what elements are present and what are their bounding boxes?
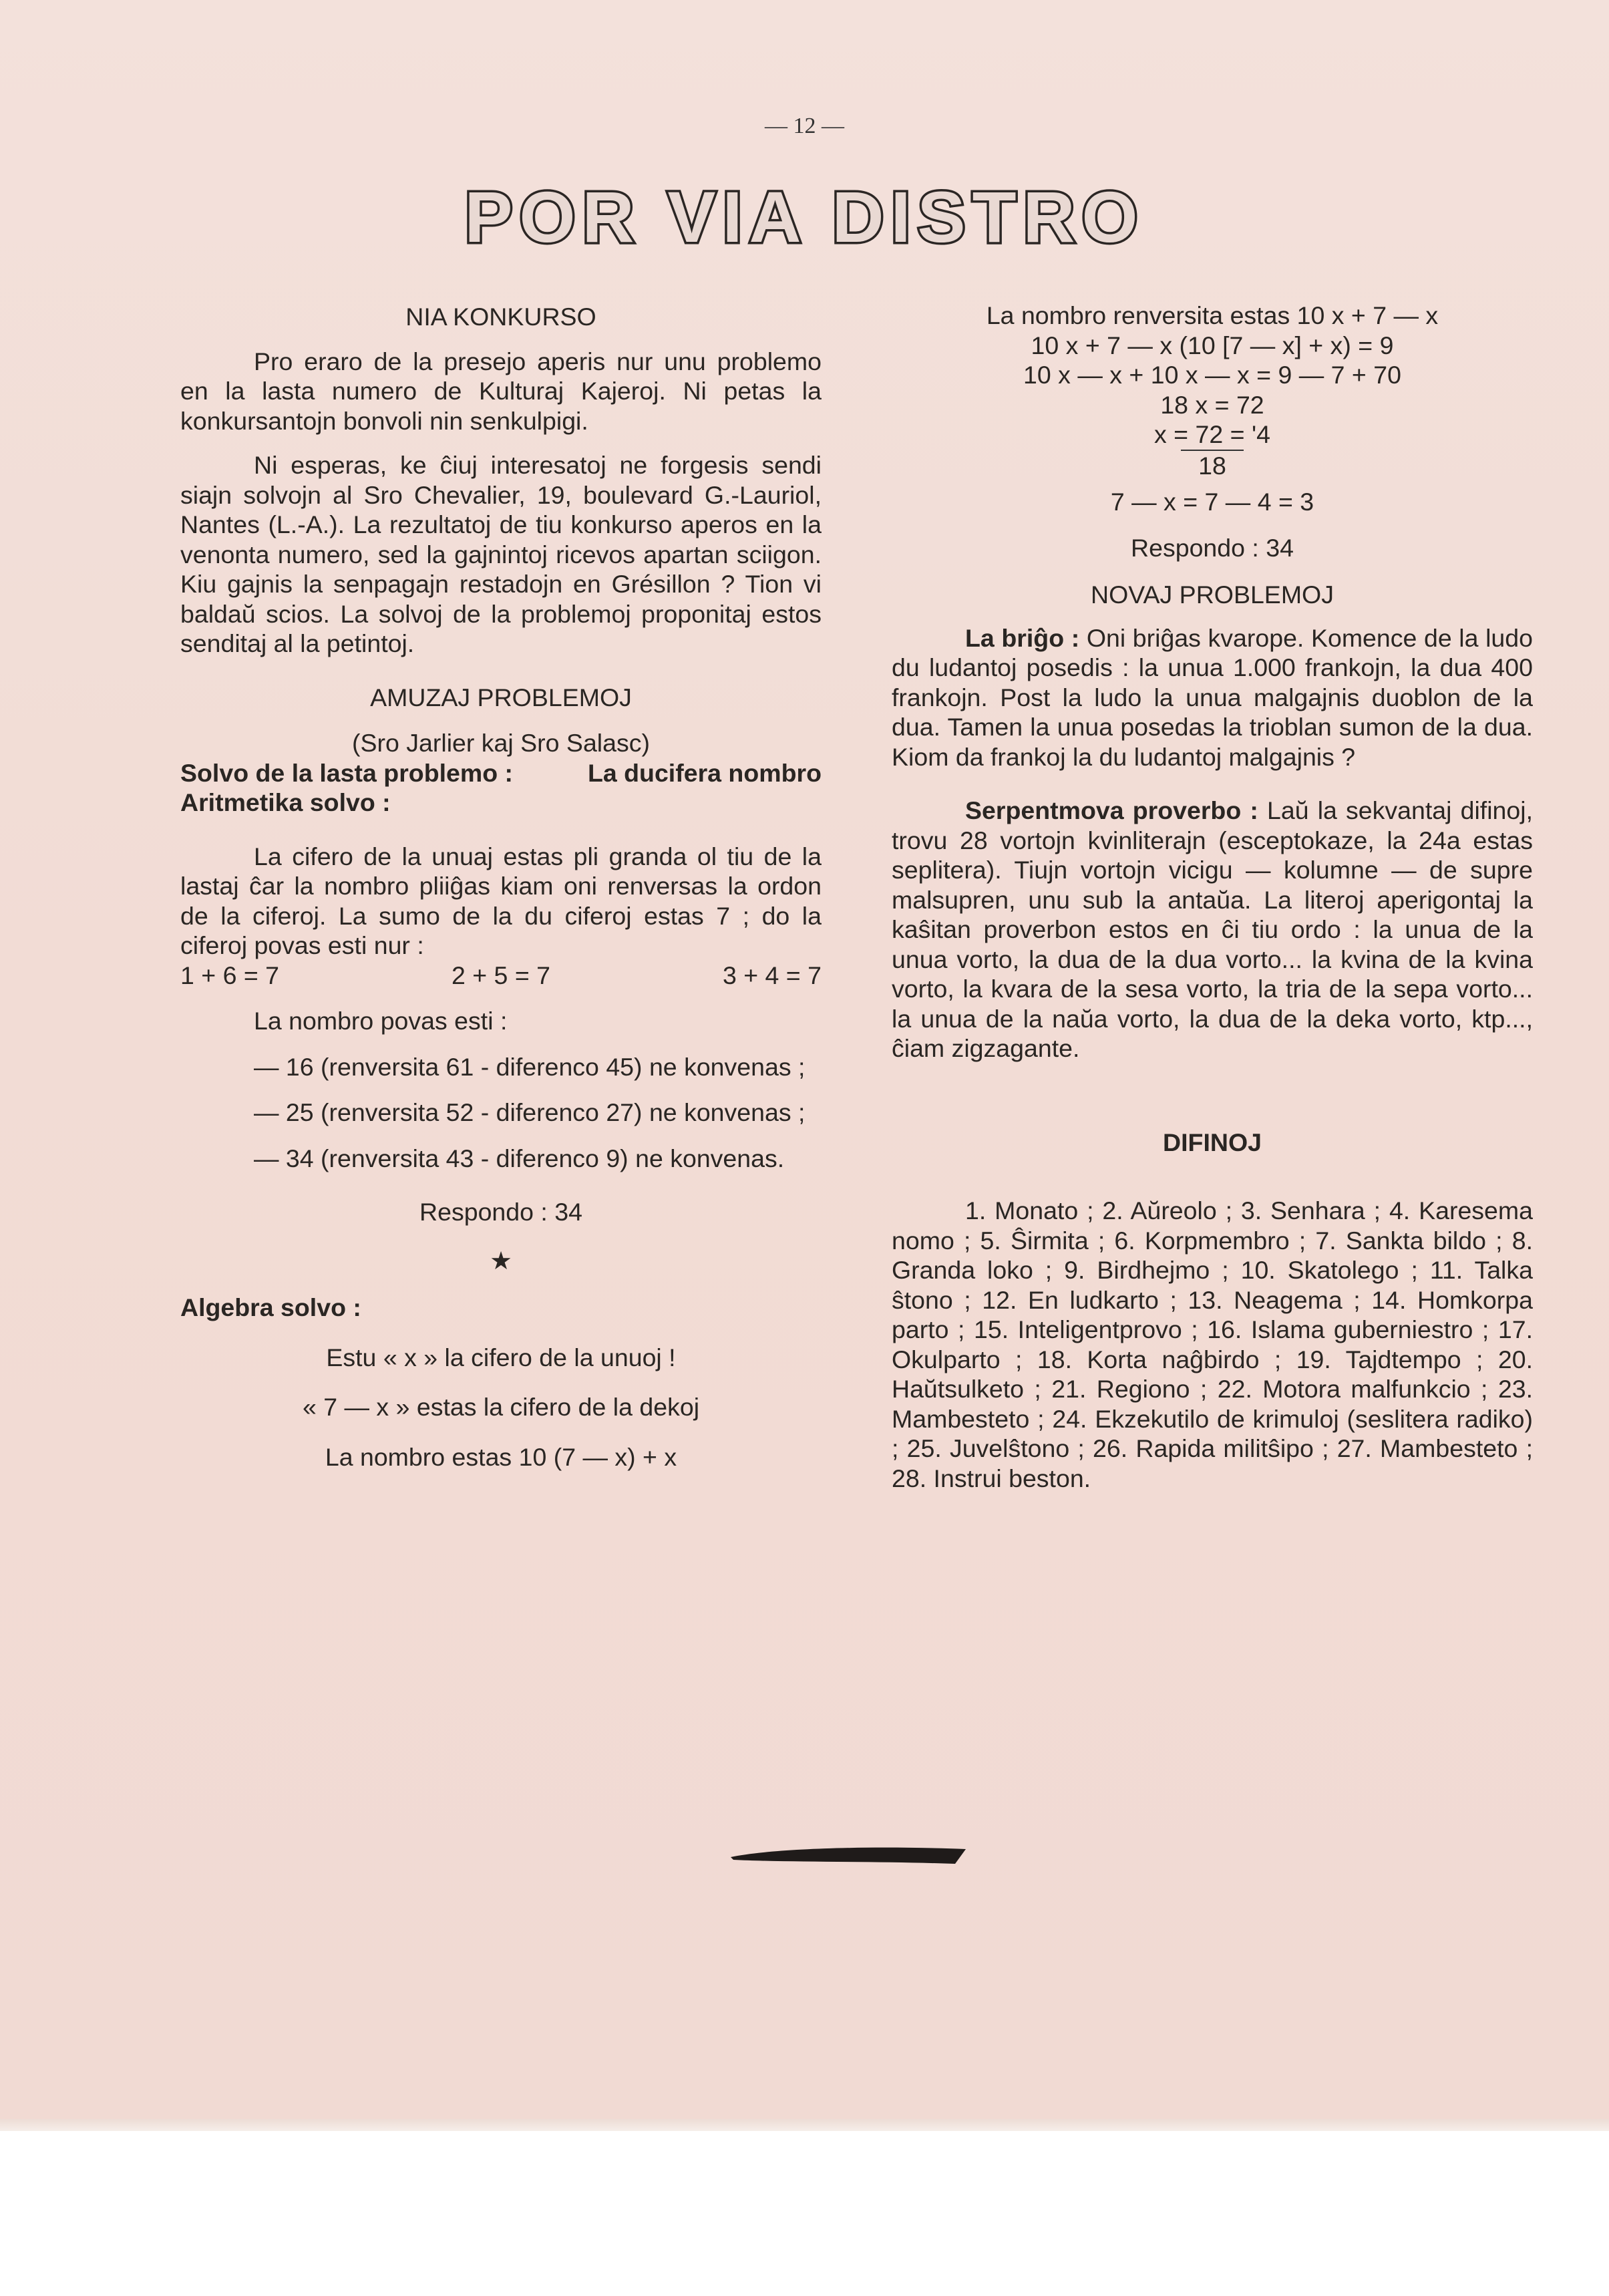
solvo-label: Solvo de la lasta problemo : [180, 758, 514, 787]
serpentmova-text: Laŭ la sekvantaj difinoj, trovu 28 vortojn kvinliterajn (esceptokaze, la 24a estas seplitera). Tiujn vortojn vicigu — kolumne — de supre malsupren, unu sub la antaŭa. La literoj aperigontaj la kaŝitan proverbon estos en ĉi tiu ordo : la unua de la unua vorto, la dua de la dua vorto... la kvina de la kvina vorto, la kvara de la sesa vorto, la tria de la sepa vorto... la unua de la naŭa vorto, la dua de la deka vorto, ktp..., ĉiam zigzagante. [892, 796, 1533, 1062]
right-column [892, 301, 1533, 1493]
case-34: — 34 (renversita 43 - diferenco 9) ne konvenas. [254, 1144, 785, 1172]
sum-3: 3 + 4 = 7 [722, 961, 822, 989]
page-number: — 12 — [765, 114, 844, 138]
heading-nia-konkurso: NIA KONKURSO [405, 303, 596, 331]
divider-ornament [728, 1844, 968, 1868]
serpentmova-label: Serpentmova proverbo : [965, 796, 1258, 824]
paragraph-difinoj: 1. Monato ; 2. Aŭreolo ; 3. Senhara ; 4. Karesema nomo ; 5. Ŝirmita ; 6. Korpmembro ; 7. Sankta bildo ; 8. Granda loko ; 9. Birdhejmo ; 10. Skatolego ; 11. Talka ŝtono ; 12. En ludkarto ; 13. Neagema ; 14. Homkorpa parto ; 15. Inteligentprovo ; 16. Islama guberniestro ; 17. Okulparto ; 18. Korta naĝbirdo ; 19. Tajdtempo ; 20. Haŭtsulketo ; 21. Regiono ; 22. Motora malfunkcio ; 23. Mambesteto ; 24. Ekzekutilo de krimuloj (seslitera radiko) ; 25. Juvelŝtono ; 26. Rapida militŝipo ; 27. Mambesteto ; 28. Instrui beston. [892, 1196, 1533, 1492]
aritmetika-label: Aritmetika solvo : [180, 788, 391, 816]
paragraph-konkurso-2: Ni esperas, ke ĉiuj interesatoj ne forgesis sendi siajn solvojn al Sro Chevalier, 19, boulevard G.-Lauriol, Nantes (L.-A.). La rezultatoj de tiu konkurso aperos en la venonta numero, sed la gajnintoj ricevos apartan sciigon. Kiu gajnis la senpagajn restadojn en Grésillon ? Tion vi baldaŭ scios. La solvoj de la problemoj proponitaj estos senditaj al la petintoj. [180, 451, 822, 657]
paragraph-brigo [892, 623, 1533, 772]
heading-amuzaj-problemoj: AMUZAJ PROBLEMOJ [370, 683, 632, 711]
solvo-title: La ducifera nombro [587, 758, 822, 787]
sum-1: 1 + 6 = 7 [180, 961, 280, 989]
respondo-right: Respondo : 34 [1131, 533, 1294, 562]
page-title: POR VIA DISTRO [464, 176, 1145, 257]
algebra-line-2: « 7 — x » estas la cifero de la dekoj [302, 1393, 700, 1421]
left-column [180, 301, 822, 1472]
equation-7: 7 — x = 7 — 4 = 3 [1110, 488, 1314, 516]
equation-3: 10 x — x + 10 x — x = 9 — 7 + 70 [1023, 361, 1401, 389]
equation-5: x = 72 = '4 [1154, 420, 1270, 448]
paper-edge [0, 2119, 1609, 2131]
paragraph-aritmetika: La cifero de la unuaj estas pli granda ol tiu de la lastaj ĉar la nombro pliiĝas kiam oni renversas la ordon de la ciferoj. La sumo de la du ciferoj estas 7 ; do la ciferoj povas esti nur : [180, 842, 822, 959]
respondo-left: Respondo : 34 [419, 1198, 582, 1226]
sums-row [180, 961, 822, 991]
algebra-line-1: Estu « x » la cifero de la unuoj ! [326, 1343, 676, 1371]
brigo-text: Oni briĝas kvarope. Komence de la ludo du ludantoj posedis : la unua 1.000 frankojn, la dua 400 frankojn. Post la ludo la unua malgajnis duoblon de la dua. Tamen la unua posedas la trioblan sumon de la dua. Kiom da frankoj la du ludantoj malgajnis ? [892, 623, 1533, 771]
star-icon: ★ [490, 1246, 512, 1275]
equation-6: 18 [1198, 451, 1226, 480]
case-16: — 16 (renversita 61 - diferenco 45) ne konvenas ; [254, 1052, 806, 1081]
brigo-label: La briĝo : [965, 623, 1080, 652]
solvo-line [180, 758, 822, 788]
paragraph-serpentmova [892, 796, 1533, 1063]
heading-difinoj: DIFINOJ [1163, 1128, 1262, 1156]
case-25: — 25 (renversita 52 - diferenco 27) ne konvenas ; [254, 1098, 806, 1126]
equation-2: 10 x + 7 — x (10 [7 — x] + x) = 9 [1031, 331, 1394, 359]
paragraph-nombro-povas: La nombro povas esti : [254, 1007, 508, 1035]
equation-1: La nombro renversita estas 10 x + 7 — x [986, 301, 1439, 329]
equation-4: 18 x = 72 [1160, 390, 1264, 419]
algebra-line-3: La nombro estas 10 (7 — x) + x [325, 1442, 677, 1471]
sum-2: 2 + 5 = 7 [451, 961, 551, 989]
algebra-label: Algebra solvo : [180, 1293, 361, 1321]
heading-novaj-problemoj: NOVAJ PROBLEMOJ [1091, 581, 1334, 609]
paragraph-konkurso-1: Pro eraro de la presejo aperis nur unu problemo en la lasta numero de Kulturaj Kajeroj. Ni petas la konkursantojn bonvoli nin senkulpigi. [180, 347, 822, 435]
heading-authors: (Sro Jarlier kaj Sro Salasc) [352, 729, 650, 757]
